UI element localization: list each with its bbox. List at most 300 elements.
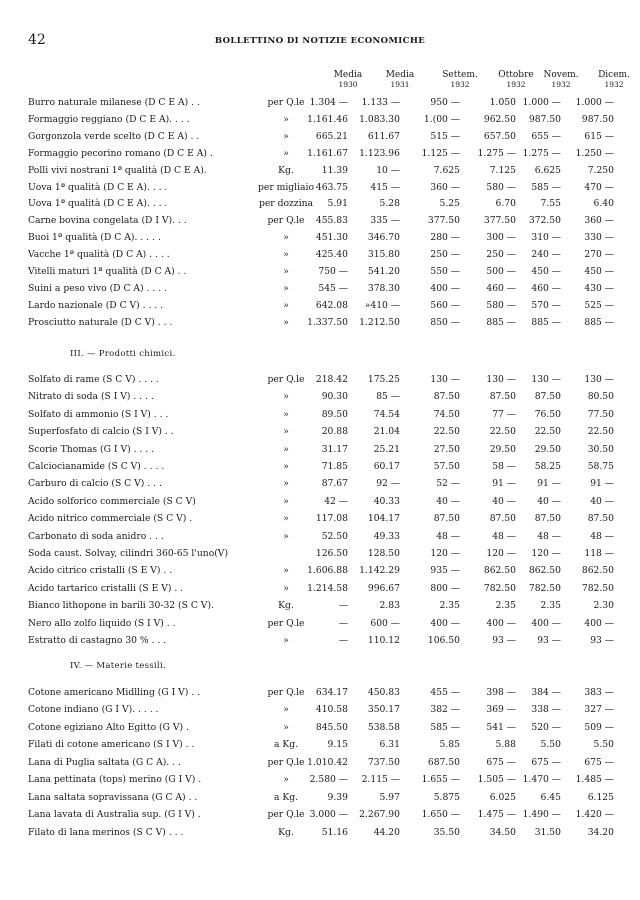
cell-value: 996.67 [367,582,400,594]
table-row [0,248,640,262]
cell-value: 1.161.46 [307,113,348,125]
cell-value: 1.485 — [575,774,614,786]
cell-value: 2.115 — [361,774,400,786]
cell-value: 30.50 [587,443,614,455]
cell-value: 40 — [492,495,516,507]
row-label: Bianco lithopone in barili 30-32 (S C V). [28,600,214,612]
column-header [434,70,486,90]
cell-value: 327 — [584,704,614,716]
cell-value: 71.85 [321,461,348,472]
running-header: BOLLETTINO DI NOTIZIE ECONOMICHE [214,36,426,46]
cell-value: 31.50 [534,826,561,838]
row-label: Prosciutto naturale (D C V) . . . [28,316,173,328]
cell-value: 782.50 [483,582,516,594]
cell-value: 91 — [537,478,561,490]
cell-value: 1.142.29 [359,565,400,577]
cell-value: 570 — [531,299,561,311]
table-row [0,599,640,613]
table-row [0,197,640,211]
cell-value: 400 — [531,617,561,629]
column-header-year: 1932 [450,80,470,89]
cell-value: 34.50 [489,826,516,838]
column-header-label: Dicem. [598,70,630,80]
table-row [0,617,640,631]
cell-value: 280 — [430,232,460,244]
cell-value: 5.85 [439,739,460,751]
cell-value: 538.58 [367,721,400,733]
cell-value: 42 — [324,495,348,507]
cell-value: 104.17 [367,513,400,525]
table-row [0,738,640,752]
cell-value: 400 — [430,282,460,294]
cell-value: 48 — [590,530,614,542]
cell-value: 962.50 [483,113,516,125]
cell-value: 525 — [584,299,614,311]
table-row [0,265,640,279]
row-label: Cotone egiziano Alto Egitto (G V) . [28,721,189,733]
cell-value: 48 — [537,530,561,542]
row-label: Gorgonzola verde scelto (D C E A) . . [28,130,200,142]
row-label: Lardo nazionale (D C V) . . . . [28,299,164,311]
cell-value: 885 — [486,316,516,328]
row-unit: per Q.le [267,617,305,629]
cell-value: 382 — [430,704,460,716]
cell-value: 415 — [370,181,400,193]
cell-value: 40 — [436,495,460,507]
cell-value: 87.50 [489,391,516,403]
cell-value: 22.50 [489,426,516,438]
cell-value: 360 — [584,215,614,227]
table-row [0,316,640,330]
table-row [0,582,640,596]
row-unit: Kg. [278,826,294,838]
row-label: Calciocianamide (S C V) . . . . [28,461,165,472]
cell-value: 885 — [584,316,614,328]
cell-value: 74.54 [373,408,400,420]
row-unit: » [283,130,289,142]
cell-value: 87.50 [534,391,561,403]
row-unit: » [283,704,289,716]
cell-value: 655 — [531,130,561,142]
cell-value: 455 — [430,687,460,698]
row-unit: per Q.le [267,756,305,768]
cell-value: 520 — [531,721,561,733]
section-title: III. — Prodotti chimici. [70,349,176,359]
cell-value: 40.33 [373,495,400,507]
cell-value: 634.17 [315,687,348,698]
cell-value: 1.000 — [522,97,561,108]
table-row [0,181,640,195]
cell-value: 27.50 [433,443,460,455]
row-unit: » [283,391,289,403]
cell-value: 34.20 [587,826,614,838]
row-unit: » [283,316,289,328]
row-unit: » [283,495,289,507]
cell-value: 90.30 [321,391,348,403]
cell-value: 76.50 [534,408,561,420]
table-row [0,634,640,648]
column-header [322,70,374,90]
cell-value: 9.39 [327,791,348,803]
cell-value: 1.420 — [575,809,614,821]
cell-value: 611.67 [367,130,400,142]
cell-value: 1.505 — [477,774,516,786]
cell-value: 500 — [486,266,516,277]
cell-value: 3.000 — [309,809,348,821]
row-unit: » [283,513,289,525]
cell-value: 845.50 [315,721,348,733]
cell-value: 93 — [492,635,516,646]
cell-value: 87.67 [321,478,348,490]
cell-value: 44.20 [373,826,400,838]
cell-value: 25.21 [373,443,400,455]
cell-value: 5.97 [379,791,400,803]
cell-value: 377.50 [427,215,460,227]
row-label: Solfato di ammonio (S I V) . . . [28,408,169,420]
row-label: Acido solforico commerciale (S C V) [28,495,196,507]
cell-value: 6.025 [489,791,516,803]
row-label: Uova 1ª qualità (D C E A). . . . [28,198,168,210]
table-row [0,425,640,439]
cell-value: 330 — [584,232,614,244]
row-unit: » [283,249,289,261]
cell-value: 430 — [584,282,614,294]
table-row [0,231,640,245]
row-unit: » [283,635,289,646]
cell-value: 87.50 [433,391,460,403]
cell-value: 545 — [318,282,348,294]
row-label: Acido nitrico commerciale (S C V) . [28,513,193,525]
cell-value: 300 — [486,232,516,244]
column-header-year: 1930 [338,80,358,89]
cell-value: 862.50 [528,565,561,577]
column-header-year: 1932 [506,80,526,89]
cell-value: 1.161.67 [307,147,348,159]
cell-value: 7.125 [489,164,516,176]
cell-value: — [338,600,348,612]
cell-value: 89.50 [321,408,348,420]
cell-value: 31.17 [321,443,348,455]
cell-value: 987.50 [581,113,614,125]
cell-value: 1.606.88 [307,565,348,577]
cell-value: 10 — [376,164,400,176]
cell-value: 48 — [436,530,460,542]
table-row [0,373,640,387]
cell-value: 5.88 [495,739,516,751]
cell-value: 130 — [430,374,460,385]
cell-value: 782.50 [528,582,561,594]
row-unit: » [283,582,289,594]
cell-value: 470 — [584,181,614,193]
row-label: Scorie Thomas (G I V) . . . . [28,443,155,455]
row-label: Formaggio reggiano (D C E A). . . . [28,113,190,125]
cell-value: 91 — [492,478,516,490]
cell-value: 687.50 [427,756,460,768]
cell-value: 1.212.50 [359,316,400,328]
row-label: Uova 1ª qualità (D C E A). . . . [28,181,168,193]
cell-value: 5.25 [439,198,460,210]
row-unit: » [283,299,289,311]
cell-value: 935 — [430,565,460,577]
cell-value: 665.21 [315,130,348,142]
row-unit: a Kg. [273,739,299,751]
cell-value: 51.16 [321,826,348,838]
table-row [0,547,640,561]
cell-value: 80.50 [587,391,614,403]
table-row [0,564,640,578]
cell-value: 398 — [486,687,516,698]
cell-value: 120 — [531,548,561,559]
row-label: Lana pettinata (tops) merino (G I V) . [28,774,202,786]
cell-value: 800 — [430,582,460,594]
table-row [0,147,640,161]
row-unit: Kg. [278,164,294,176]
cell-value: 515 — [430,130,460,142]
cell-value: 1.214.58 [307,582,348,594]
cell-value: 460 — [531,282,561,294]
row-label: Nero allo zolfo liquido (S I V) . . [28,617,176,629]
row-unit: per Q.le [267,374,305,385]
cell-value: 2.30 [593,600,614,612]
row-label: Carburo di calcio (S C V) . . . [28,478,162,490]
cell-value: 29.50 [534,443,561,455]
cell-value: 2.35 [540,600,561,612]
cell-value: 5.91 [327,198,348,210]
cell-value: 5.50 [540,739,561,751]
table-row [0,495,640,509]
row-unit: » [283,113,289,125]
cell-value: 360 — [430,181,460,193]
row-unit: a Kg. [273,791,299,803]
cell-value: 60.17 [373,461,400,472]
cell-value: 130 — [531,374,561,385]
cell-value: 315.80 [367,249,400,261]
row-unit: » [283,774,289,786]
cell-value: 11.39 [321,164,348,176]
cell-value: 77.50 [587,408,614,420]
cell-value: 384 — [531,687,561,698]
table-row [0,703,640,717]
row-label: Vacche 1ª qualità (D C A) . . . . [28,249,170,261]
table-row [0,460,640,474]
cell-value: 120 — [430,548,460,559]
cell-value: 250 — [486,249,516,261]
cell-value: 1.275 — [477,147,516,159]
column-header-year: 1932 [551,80,571,89]
cell-value: 675 — [486,756,516,768]
cell-value: 600 — [370,617,400,629]
cell-value: 58.75 [587,461,614,472]
cell-value: 1.650 — [421,809,460,821]
row-label: Lana saltata sopravissana (G C A) . . [28,791,198,803]
cell-value: 2.267.90 [359,809,400,821]
table-row [0,512,640,526]
cell-value: 1.000 — [575,97,614,108]
cell-value: 6.45 [540,791,561,803]
cell-value: 885 — [531,316,561,328]
row-unit: per migliaio [258,181,314,193]
cell-value: 74.50 [433,408,460,420]
cell-value: 541.20 [367,266,400,277]
row-label: Burro naturale milanese (D C E A) . . [28,97,200,108]
cell-value: 128.50 [367,548,400,559]
cell-value: 6.31 [379,739,400,751]
cell-value: 35.50 [433,826,460,838]
cell-value: 22.50 [587,426,614,438]
row-label: Cotone americano Midlling (G I V) . . [28,687,201,698]
cell-value: 369 — [486,704,516,716]
row-label: Estratto di castagno 30 % . . . [28,635,167,646]
table-row [0,773,640,787]
row-label: Filati di cotone americano (S I V) . . [28,739,195,751]
cell-value: 118 — [584,548,614,559]
row-label: Acido tartarico cristalli (S E V) . . [28,582,184,594]
cell-value: 130 — [584,374,614,385]
cell-value: 6.125 [587,791,614,803]
table-row [0,214,640,228]
row-label: Filato di lana merinos (S C V) . . . [28,826,184,838]
column-header-label: Novem. [543,70,579,80]
cell-value: 450 — [531,266,561,277]
cell-value: 1.(00 — [423,113,460,125]
cell-value: 2.35 [495,600,516,612]
cell-value: 338 — [531,704,561,716]
row-label: Carbonato di soda anidro . . . [28,530,164,542]
cell-value: 87.50 [587,513,614,525]
cell-value: 77 — [492,408,516,420]
row-unit: » [283,266,289,277]
cell-value: 1.655 — [421,774,460,786]
cell-value: 1.337.50 [307,316,348,328]
cell-value: 9.15 [327,739,348,751]
row-label: Vitelli maturi 1ª qualità (D C A) . . [28,266,187,277]
cell-value: 335 — [370,215,400,227]
table-row [0,686,640,700]
cell-value: 58 — [492,461,516,472]
cell-value: 642.08 [315,299,348,311]
cell-value: 455.83 [315,215,348,227]
cell-value: 48 — [492,530,516,542]
cell-value: 657.50 [483,130,516,142]
cell-value: 7.625 [433,164,460,176]
cell-value: 1.125 — [421,147,460,159]
cell-value: 550 — [430,266,460,277]
cell-value: 5.50 [593,739,614,751]
row-label: Formaggio pecorino romano (D C E A) . [28,147,213,159]
cell-value: 675 — [531,756,561,768]
cell-value: 40 — [537,495,561,507]
row-label: Lana lavata di Australia sup. (G I V) . [28,809,201,821]
table-row [0,530,640,544]
row-unit: Kg. [278,600,294,612]
cell-value: 782.50 [581,582,614,594]
cell-value: 675 — [584,756,614,768]
cell-value: 29.50 [489,443,516,455]
cell-value: 106.50 [427,635,460,646]
cell-value: 425.40 [315,249,348,261]
cell-value: 410.58 [315,704,348,716]
table-row [0,756,640,770]
cell-value: 862.50 [581,565,614,577]
row-unit: » [283,408,289,420]
row-unit: » [283,426,289,438]
table-row [0,390,640,404]
cell-value: 6.625 [534,164,561,176]
cell-value: 2.580 — [309,774,348,786]
cell-value: 450.83 [367,687,400,698]
column-header-label: Media [385,70,415,80]
row-label: Suini a peso vivo (D C A) . . . . [28,282,167,294]
table-row [0,96,640,110]
table-row [0,408,640,422]
table-row [0,477,640,491]
cell-value: 175.25 [367,374,400,385]
row-label: Cotone indiano (G I V). . . . . [28,704,159,716]
cell-value: 49.33 [373,530,400,542]
cell-value: 541 — [486,721,516,733]
cell-value: 1.250 — [575,147,614,159]
cell-value: 270 — [584,249,614,261]
table-row [0,443,640,457]
cell-value: 463.75 [315,181,348,193]
row-label: Carne bovina congelata (D I V). . . [28,215,187,227]
cell-value: 218.42 [315,374,348,385]
column-headers [0,70,640,92]
cell-value: 1.304 — [309,97,348,108]
cell-value: 585 — [531,181,561,193]
cell-value: 509 — [584,721,614,733]
table-row [0,826,640,840]
column-header [588,70,640,90]
cell-value: 22.50 [433,426,460,438]
cell-value: 21.04 [373,426,400,438]
cell-value: 460 — [486,282,516,294]
cell-value: 862.50 [483,565,516,577]
cell-value: 40 — [590,495,614,507]
cell-value: 52 — [436,478,460,490]
cell-value: 383 — [584,687,614,698]
cell-value: 580 — [486,299,516,311]
row-unit: » [283,721,289,733]
page-number: 42 [28,32,46,48]
column-header-label: Settem. [442,70,478,80]
cell-value: 57.50 [433,461,460,472]
column-header [535,70,587,90]
cell-value: 2.83 [379,600,400,612]
row-label: Nitrato di soda (S I V) . . . . [28,391,154,403]
table-row [0,282,640,296]
cell-value: 20.88 [321,426,348,438]
column-header-label: Media [333,70,363,80]
cell-value: 350.17 [367,704,400,716]
cell-value: 240 — [531,249,561,261]
cell-value: 87.50 [489,513,516,525]
cell-value: 1.050 [489,97,516,108]
table-row [0,808,640,822]
cell-value: 52.50 [321,530,348,542]
cell-value: 1.123.96 [359,147,400,159]
cell-value: 93 — [590,635,614,646]
cell-value: 87.50 [534,513,561,525]
table-row [0,791,640,805]
cell-value: »410 — [364,299,400,311]
cell-value: 1.475 — [477,809,516,821]
cell-value: — [338,635,348,646]
cell-value: 560 — [430,299,460,311]
cell-value: 130 — [486,374,516,385]
cell-value: 58.25 [534,461,561,472]
cell-value: 2.35 [439,600,460,612]
